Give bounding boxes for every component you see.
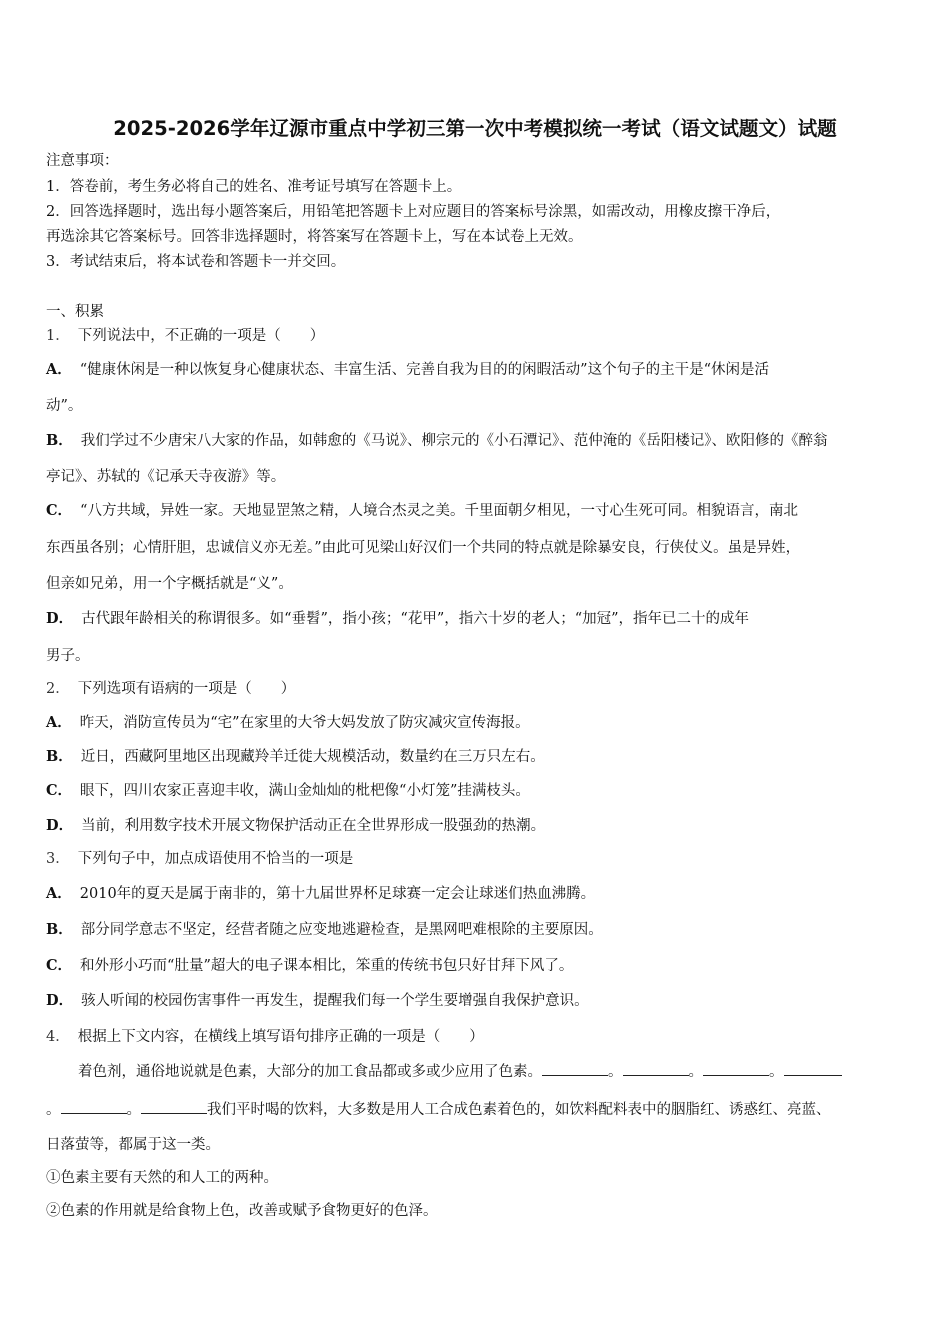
question-number: 1．: [46, 328, 70, 344]
blank-5: [61, 1099, 127, 1114]
punct: 。: [46, 1102, 61, 1118]
option-label: A．: [46, 885, 72, 902]
q4-passage-line-3: 日落萤等，都属于这一类。: [46, 1137, 220, 1153]
q1-option-d-cont: 男子。: [46, 648, 90, 664]
passage-text: 我们平时喝的饮料，大多数是用人工合成色素着色的，如饮料配料表中的胭脂红、诱惑红、亮蓝、: [207, 1102, 831, 1118]
option-label: C．: [46, 502, 73, 519]
option-text: “健康休闲是一种以恢复身心健康状态、丰富生活、完善自我为目的的闲暇活动”这个句子的主干是“休闲是活: [79, 362, 769, 378]
option-text: 近日，西藏阿里地区出现藏羚羊迁徙大规模活动，数量约在三万只左右。: [80, 749, 545, 765]
option-text: 眼下，四川农家正喜迎丰收，满山金灿灿的枇杷像“小灯笼”挂满枝头。: [80, 783, 530, 799]
q3-option-a: [46, 884, 595, 904]
option-text: 部分同学意志不坚定，经营者随之应变地逃避检查，是黑网吧难根除的主要原因。: [80, 922, 603, 938]
question-number: 4．: [46, 1029, 70, 1045]
punct: 。: [688, 1064, 703, 1080]
q3-option-b: [46, 920, 603, 940]
option-label: D．: [46, 992, 74, 1009]
blank-1: [542, 1061, 608, 1076]
question-2-stem: [46, 679, 295, 699]
blank-2: [623, 1061, 689, 1076]
q4-passage-line-1: [78, 1061, 842, 1082]
option-text: “八方共域，异姓一家。天地显罡煞之精，人境合杰灵之美。千里面朝夕相见，一寸心生死可同。相貌语言，南北: [80, 503, 798, 519]
q2-option-c: [46, 781, 530, 801]
question-number: 2．: [46, 681, 70, 697]
option-label: B．: [46, 748, 73, 765]
option-label: A．: [46, 361, 72, 378]
question-text: 根据上下文内容，在横线上填写语句排序正确的一项是（ ）: [77, 1029, 484, 1045]
notice-item-1: 1．答卷前，考生务必将自己的姓名、准考证号填写在答题卡上。: [46, 179, 462, 195]
option-label: D．: [46, 610, 74, 627]
option-text: 当前，利用数字技术开展文物保护活动正在全世界形成一股强劲的热潮。: [81, 818, 546, 834]
question-text: 下列说法中，不正确的一项是（ ）: [77, 328, 325, 344]
punct: 。: [608, 1064, 623, 1080]
blank-3: [703, 1061, 769, 1076]
question-text: 下列选项有语病的一项是（ ）: [77, 681, 296, 697]
option-text: 和外形小巧而“肚量”超大的电子课本相比，笨重的传统书包只好甘拜下风了。: [80, 958, 574, 974]
option-text: 骇人听闻的校园伤害事件一再发生，提醒我们每一个学生要增强自我保护意识。: [81, 993, 589, 1009]
q3-option-d: [46, 991, 589, 1011]
notice-item-2: 2．回答选择题时，选出每小题答案后，用铅笔把答题卡上对应题目的答案标号涂黑，如需改动，用橡皮擦干净后，: [46, 204, 781, 220]
blank-6: [141, 1099, 207, 1114]
notice-item-2-cont: 再选涂其它答案标号。回答非选择题时，将答案写在答题卡上，写在本试卷上无效。: [46, 229, 583, 245]
q1-option-a: [46, 360, 769, 380]
q1-option-b-cont: 亭记》、苏轼的《记承天寺夜游》等。: [46, 469, 286, 485]
question-3-stem: [46, 849, 353, 869]
q2-option-a: [46, 713, 530, 733]
option-text: 古代跟年龄相关的称谓很多。如“垂髫”，指小孩；“花甲”，指六十岁的老人；“加冠”，指年已二十的成年: [81, 611, 750, 627]
exam-title: 2025-2026学年辽源市重点中学初三第一次中考模拟统一考试（语文试题文）试题: [113, 117, 837, 140]
passage-text: 着色剂，通俗地说就是色素，大部分的加工食品都或多或少应用了色素。: [78, 1064, 542, 1080]
q4-sentence-2: ②色素的作用就是给食物上色，改善或赋予食物更好的色泽。: [46, 1203, 438, 1219]
question-text: 下列句子中，加点成语使用不恰当的一项是: [77, 851, 354, 867]
section-heading: 一、积累: [46, 304, 104, 320]
q4-sentence-1: ①色素主要有天然的和人工的两种。: [46, 1170, 278, 1186]
blank-4: [784, 1061, 842, 1076]
q3-option-c: [46, 956, 573, 976]
option-text: 昨天，消防宣传员为“宅”在家里的大爷大妈发放了防灾减灾宣传海报。: [79, 715, 530, 731]
q1-option-c-cont2: 但亲如兄弟，用一个字概括就是“义”。: [46, 576, 293, 592]
punct: 。: [126, 1102, 141, 1118]
q1-option-b: [46, 431, 828, 451]
q1-option-c-cont: 东西虽各别；心情肝胆，忠诚信义亦无差。”由此可见梁山好汉们一个共同的特点就是除暴安良，行侠仗义。虽是异姓，: [46, 540, 801, 556]
question-4-stem: [46, 1027, 484, 1047]
question-1-stem: [46, 326, 324, 346]
notice-heading: 注意事项：: [46, 153, 119, 169]
q2-option-d: [46, 816, 545, 836]
q2-option-b: [46, 747, 545, 767]
option-text: 2010年的夏天是属于南非的，第十九届世界杯足球赛一定会让球迷们热血沸腾。: [79, 886, 596, 902]
q4-passage-line-2: [46, 1099, 831, 1120]
option-label: B．: [46, 432, 73, 449]
option-label: A．: [46, 714, 72, 731]
punct: 。: [769, 1064, 784, 1080]
option-label: D．: [46, 817, 74, 834]
notice-item-3: 3．考试结束后，将本试卷和答题卡一并交回。: [46, 254, 346, 270]
option-label: B．: [46, 921, 73, 938]
option-label: C．: [46, 782, 73, 799]
q1-option-a-cont: 动”。: [46, 398, 83, 414]
option-label: C．: [46, 957, 73, 974]
option-text: 我们学过不少唐宋八大家的作品，如韩愈的《马说》、柳宗元的《小石潭记》、范仲淹的《岳阳楼记》、欧阳修的《醉翁: [80, 433, 828, 449]
question-number: 3．: [46, 851, 70, 867]
q1-option-c: [46, 501, 798, 521]
q1-option-d: [46, 609, 749, 629]
